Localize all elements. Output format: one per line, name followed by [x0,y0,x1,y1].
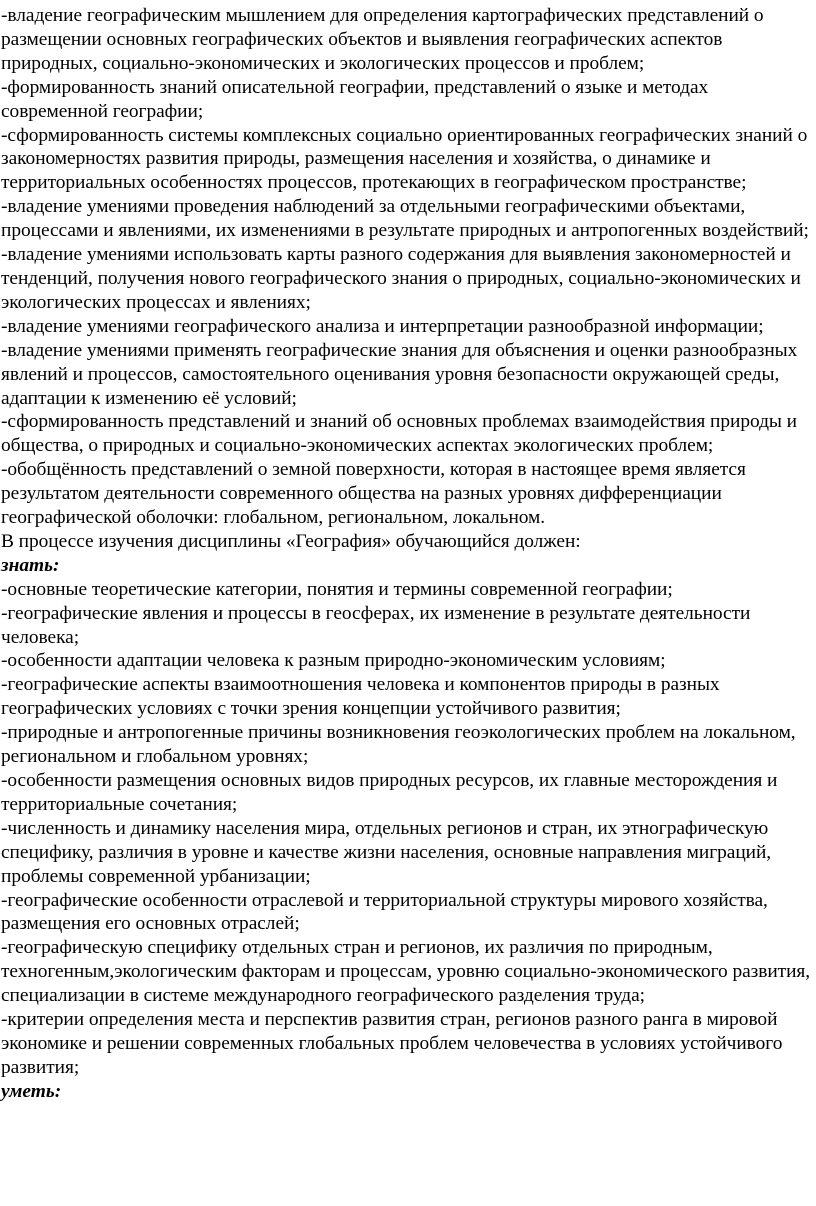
paragraph-analysis-skills: -владение умениями географического анализа и интерпретации разнообразной информации; [1,315,764,337]
heading-can: уметь: [1,1080,62,1102]
know-item-theory: -основные теоретические категории, понятия и термины современной географии; [1,578,673,600]
know-item-criteria: -критерии определения места и перспектив развития стран, регионов разного ранга в мировой экономике и решении современных глобальных проблем человечества в условиях устойчивого развития; [1,1009,783,1078]
know-item-adaptation: -особенности адаптации человека к разным природно-экономическим условиям; [1,650,666,672]
paragraph-descriptive-geo: -формированность знаний описательной географии, представлений о языке и методах современной географии; [1,76,709,122]
know-item-population: -численность и динамику населения мира, отдельных регионов и стран, их этнографическую специфику, различия в уровне и качестве жизни населения, основные направления миграций, проблемы современной урбанизации; [1,817,772,887]
heading-know: знать: [1,554,60,576]
paragraph-complex-knowledge: -сформированность системы комплексных социально ориентированных географических знаний о закономерностях развития природы, размещения населения и хозяйства, о динамике и территориальных особенностях процессов, протекающих в географическом пространстве; [1,124,808,194]
paragraph-map-skills: -владение умениями использовать карты разного содержания для выявления закономерностей и тенденций, получения нового географического знания о природных, социально-экономических и экологических процессах и явлениях; [1,244,801,313]
know-item-sustainability: -географические аспекты взаимоотношения человека и компонентов природы в разных географических условиях с точки зрения концепции устойчивого развития; [1,674,720,720]
paragraph-geo-thinking: -владение географическим мышлением для определения картографических представлений о размещении основных географических объектов и выявления географических аспектов природных, социально-экономических и экологических процессов и проблем; [1,5,764,74]
know-item-geoecology: -природные и антропогенные причины возникновения геоэкологических проблем на локальном, региональном и глобальном уровнях; [1,722,796,768]
know-item-economy: -географические особенности отраслевой и территориальной структуры мирового хозяйства, размещения его основных отраслей; [1,889,768,935]
paragraph-observation-skills: -владение умениями проведения наблюдений за отдельными географическими объектами, процессами и явлениями, их изменениями в результате природных и антропогенных воздействий; [1,196,809,242]
paragraph-intro: В процессе изучения дисциплины «География» обучающийся должен: [1,530,581,552]
know-item-regions: -географическую специфику отдельных стран и регионов, их различия по природным, техногенным,экологическим факторам и процессам, уровню социально-экономического развития, специализации в системе международного географического разделения труда; [1,937,811,1007]
paragraph-earth-surface: -обобщённость представлений о земной поверхности, которая в настоящее время является результатом деятельности современного общества на разных уровнях дифференциации географической оболочки: глобальном, региональном, локальном. [1,459,746,529]
know-item-geospheres: -географические явления и процессы в геосферах, их изменение в результате деятельности человека; [1,602,751,648]
paragraph-apply-knowledge: -владение умениями применять географические знания для объяснения и оценки разнообразных явлений и процессов, самостоятельного оценивания уровня безопасности окружающей среды, адаптации к изменению её условий; [1,339,798,409]
paragraph-nature-society: -сформированность представлений и знаний об основных проблемах взаимодействия природы и общества, о природных и социально-экономических аспектах экологических проблем; [1,411,798,457]
know-item-resources: -особенности размещения основных видов природных ресурсов, их главные месторождения и территориальные сочетания; [1,770,778,815]
